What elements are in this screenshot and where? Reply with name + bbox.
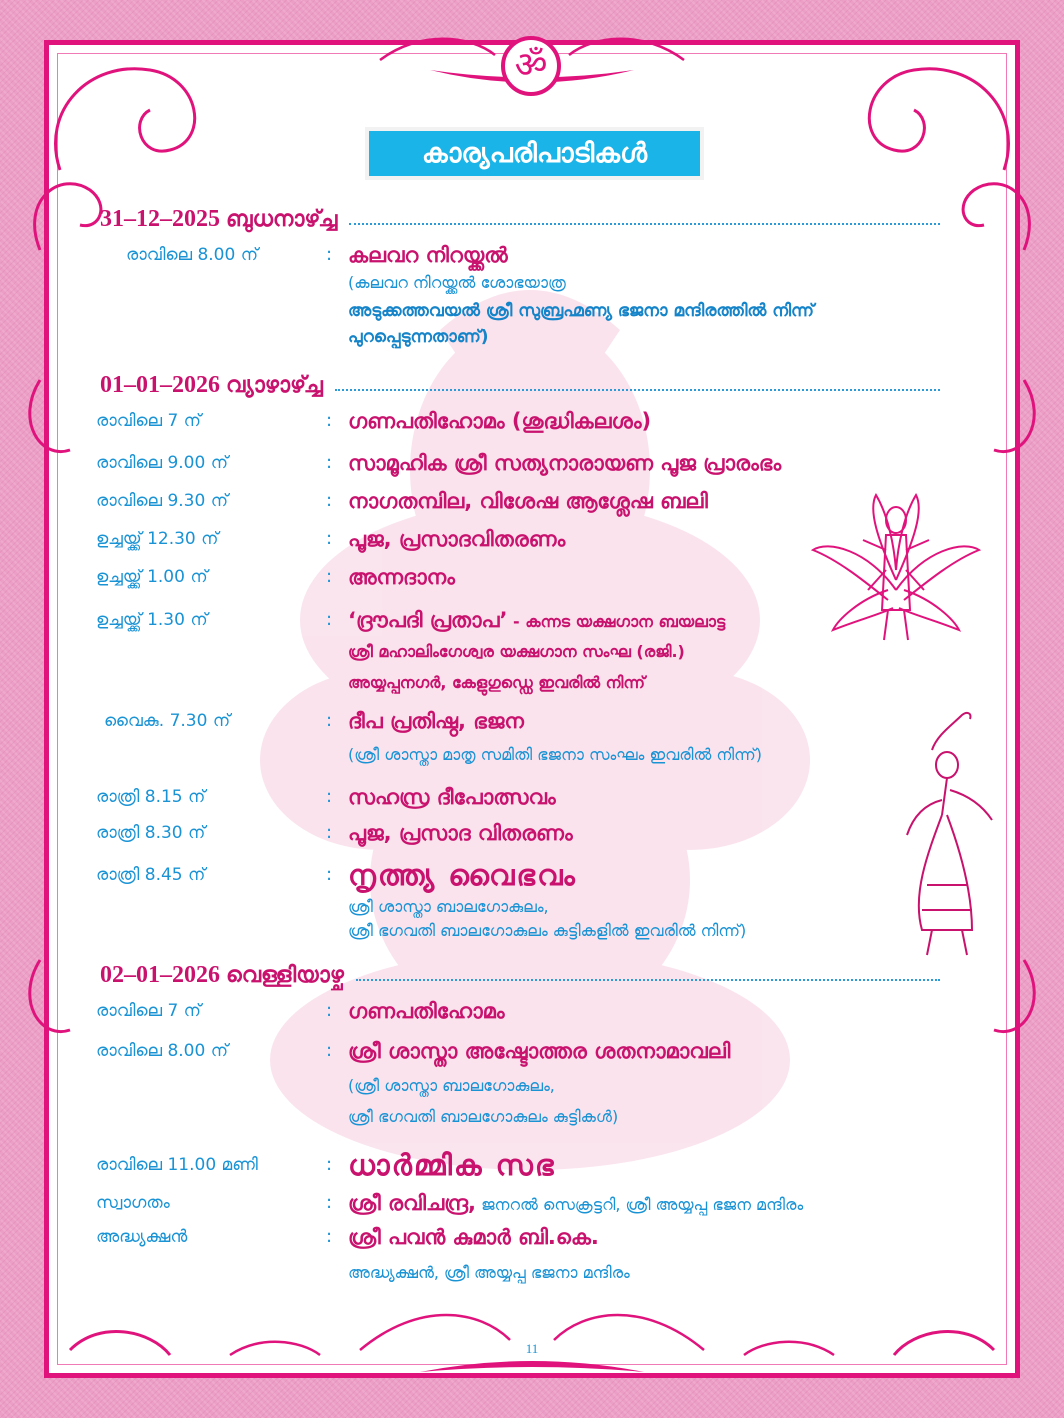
event-note: ശ്രീ മഹാലിംഗേശ്വര യക്ഷഗാന സംഘ (രജി.) [348, 642, 685, 661]
event-row [96, 1148, 976, 1184]
event-time: വൈകു. 7.30 ന് [104, 711, 231, 731]
event-note: (ശ്രീ ശാസ്താ ബാലഗോകുലം, [348, 1076, 555, 1095]
event-row [96, 484, 976, 520]
event-note: (കലവറ നിറയ്ക്കൽ ശോഭയാത്ര [348, 273, 566, 292]
day1-weekday: ബുധനാഴ്ച്ച [226, 206, 338, 232]
colon: : [326, 244, 333, 265]
event-note: അദ്ധ്യക്ഷൻ, ശ്രീ അയ്യപ്പ ഭജനാ മന്ദിരം [348, 1263, 630, 1282]
event-title: ശ്രീ പവൻ കുമാർ ബി.കെ. [348, 1225, 599, 1249]
colon: : [326, 490, 333, 511]
event-title: നൃത്ത്യ വൈഭവം [348, 858, 577, 892]
event-title: സഹസ്ര ദീപോത്സവം [348, 785, 556, 809]
event-title [348, 603, 725, 639]
event-time: സ്വാഗതം [96, 1193, 170, 1213]
event-row [96, 446, 976, 482]
event-row [96, 780, 976, 816]
event-row [96, 522, 976, 558]
event-title: സാമൂഹിക ശ്രീ സത്യനാരായണ പൂജ പ്രാരംഭം [348, 451, 782, 475]
event-title: ഗണപതിഹോമം [348, 999, 505, 1023]
event-note: പുറപ്പെടുന്നതാണ്) [348, 327, 489, 347]
event-title: ദീപ പ്രതിഷ്ഠ, ഭജന [348, 709, 524, 733]
event-title [348, 1186, 803, 1222]
page-number: 11 [525, 1341, 539, 1356]
colon: : [326, 609, 333, 630]
event-time: രാവിലെ 7 ന് [96, 411, 201, 431]
day2-weekday: വ്യാഴാഴ്ച്ച [226, 372, 323, 398]
event-row [96, 704, 976, 740]
event-title-text: ‘ദ്രൗപദി പ്രതാപ’ [348, 608, 508, 632]
title-banner [365, 127, 704, 180]
colon: : [326, 1000, 333, 1021]
dotted-rule [349, 223, 940, 225]
event-row [96, 1186, 976, 1222]
event-title-text: ശ്രീ രവിചന്ദ്ര, [348, 1191, 476, 1215]
event-title: കലവറ നിറയ്ക്കൽ [348, 243, 508, 267]
event-title: ശ്രീ ശാസ്താ അഷ്ടോത്തര ശതനാമാവലി [348, 1039, 731, 1063]
event-row [96, 603, 976, 639]
event-row [96, 816, 976, 852]
event-time: രാവിലെ 7 ന് [96, 1001, 201, 1021]
event-time: രാവിലെ 9.00 ന് [96, 453, 229, 473]
event-time: രാത്രി 8.30 ന് [96, 823, 206, 843]
event-row [96, 1220, 976, 1256]
day2-date: 01–01–2026 [100, 371, 220, 398]
colon: : [326, 566, 333, 587]
event-row [96, 404, 976, 440]
colon: : [326, 1226, 333, 1247]
event-time: ഉച്ചയ്ക്ക് 12.30 ന് [96, 529, 219, 549]
event-note: അടുക്കത്തവയൽ ശ്രീ സുബ്രഹ്മണ്യ ഭജനാ മന്ദിരത്തിൽ നിന്ന് [348, 301, 814, 321]
dotted-rule [356, 979, 940, 981]
event-time: ഉച്ചയ്ക്ക് 1.00 ന് [96, 567, 208, 587]
event-time: രാത്രി 8.45 ന് [96, 865, 206, 885]
event-time: രാത്രി 8.15 ന് [96, 787, 206, 807]
om-symbol: ॐ [514, 45, 548, 86]
dotted-rule [335, 389, 940, 391]
om-icon [501, 36, 561, 96]
event-inline-note: ജനറൽ സെക്രട്ടറി, ശ്രീ അയ്യപ്പ ഭജന മന്ദിരം [476, 1195, 804, 1214]
event-row [96, 560, 976, 596]
event-note: ശ്രീ ഭഗവതി ബാലഗോകുലം കുട്ടികളിൽ ഇവരിൽ നിന്ന്) [348, 921, 747, 940]
colon: : [326, 1154, 333, 1175]
colon: : [326, 1040, 333, 1061]
event-title: പൂജ, പ്രസാദ വിതരണം [348, 821, 573, 845]
event-time: ഉച്ചയ്ക്ക് 1.30 ന് [96, 610, 208, 630]
event-note: അയ്യപ്പനഗർ, കേളുഗുഡ്ഡെ ഇവരിൽ നിന്ന് [348, 673, 645, 692]
event-time: രാവിലെ 8.00 ന് [126, 245, 259, 265]
event-row [96, 994, 976, 1030]
colon: : [326, 452, 333, 473]
day1-date: 31–12–2025 [100, 205, 220, 232]
event-row [96, 238, 976, 274]
colon: : [326, 822, 333, 843]
event-note: ശ്രീ ഭഗവതി ബാലഗോകുലം കുട്ടികൾ) [348, 1107, 619, 1126]
event-row [96, 858, 976, 894]
colon: : [326, 864, 333, 885]
page-title: കാര്യപരിപാടികൾ [369, 131, 700, 176]
event-title: ധാർമ്മിക സഭ [348, 1148, 556, 1182]
day-header-2 [100, 368, 940, 402]
colon: : [326, 528, 333, 549]
event-row [96, 1034, 976, 1070]
event-title: നാഗതമ്പില, വിശേഷ ആശ്ലേഷ ബലി [348, 489, 708, 513]
colon: : [326, 410, 333, 431]
event-title: പൂജ, പ്രസാദവിതരണം [348, 527, 566, 551]
event-note: ശ്രീ ശാസ്താ ബാലഗോകുലം, [348, 897, 549, 916]
event-title: ഗണപതിഹോമം (ശുദ്ധികലശം) [348, 409, 652, 433]
event-title-suffix: - കന്നട യക്ഷഗാന ബയലാട്ട [507, 612, 726, 631]
event-time: രാവിലെ 8.00 ന് [96, 1041, 229, 1061]
day-header-1 [100, 202, 940, 236]
day-header-3 [100, 958, 940, 992]
event-title: അന്നദാനം [348, 565, 455, 589]
event-time: അദ്ധ്യക്ഷൻ [96, 1227, 188, 1247]
event-time: രാവിലെ 9.30 ന് [96, 491, 229, 511]
event-note: (ശ്രീ ശാസ്താ മാതൃ സമിതി ഭജനാ സംഘം ഇവരിൽ നിന്ന്) [348, 745, 762, 764]
event-time: രാവിലെ 11.00 മണി [96, 1155, 258, 1175]
day3-date: 02–01–2026 [100, 961, 220, 988]
colon: : [326, 786, 333, 807]
colon: : [326, 1192, 333, 1213]
day3-weekday: വെള്ളിയാഴ്ച [226, 962, 344, 988]
colon: : [326, 710, 333, 731]
